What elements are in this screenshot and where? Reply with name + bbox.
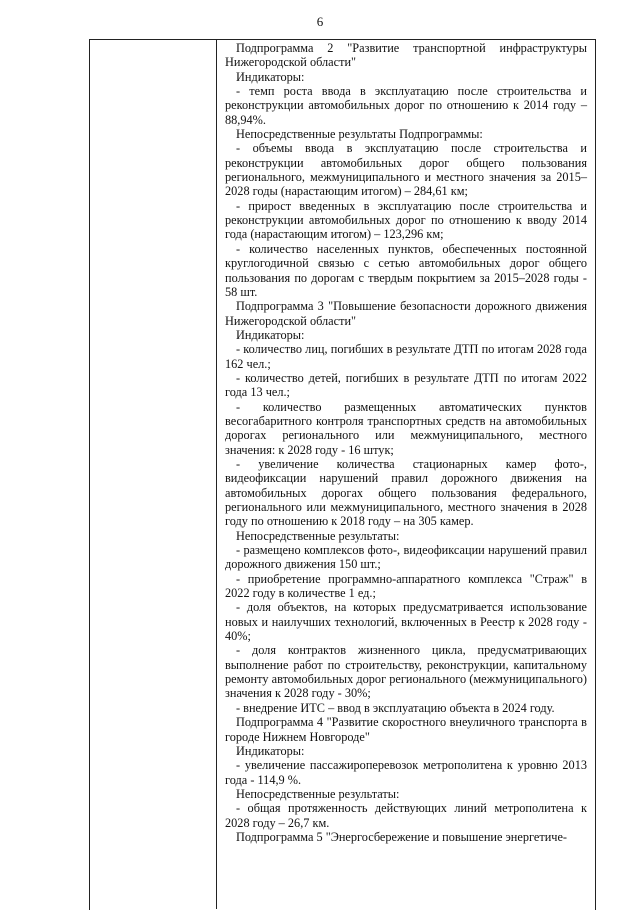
column-divider	[216, 39, 217, 909]
list-item: - темп роста ввода в эксплуатацию после строительства и реконструкции автомобильных дорог по отношению к 2014 году – 88,94%.	[225, 84, 587, 127]
list-item: - доля объектов, на которых предусматривается использование новых и наилучших технологий, включенных в Реестр к 2028 году - 40%;	[225, 600, 587, 644]
list-item: - прирост введенных в эксплуатацию после строительства и реконструкции автомобильных дорог по отношению к вводу 2014 года (нарастающим итогом) – 123,296 км;	[225, 198, 587, 242]
table-cell-content	[225, 41, 587, 844]
indicators-heading: Индикаторы:	[236, 743, 305, 758]
list-item: - общая протяженность действующих линий метрополитена к 2028 году – 26,7 км.	[225, 801, 587, 830]
list-item: - доля контрактов жизненного цикла, предусматривающих выполнение работ по строительству, реконструкции, капитальному ремонту автомобильных дорог регионального (межмуниципального) значения к 2028 году - 30%;	[225, 643, 587, 701]
results-heading: Непосредственные результаты:	[236, 786, 400, 801]
list-item: - количество лиц, погибших в результате ДТП по итогам 2028 года 162 чел.;	[225, 342, 587, 371]
list-item: - количество населенных пунктов, обеспеченных постоянной круглогодичной связью с сетью автомобильных дорог общего пользования по дорогам с твердым покрытием за 2015–2028 годы - 58 шт.	[225, 241, 587, 299]
list-item: - внедрение ИТС – ввод в эксплуатацию объекта в 2024 году.	[236, 700, 555, 715]
list-item: - размещено комплексов фото-, видеофиксации нарушений правил дорожного движения 150 шт.;	[225, 543, 587, 572]
list-item: - приобретение программно-аппаратного комплекса "Страж" в 2022 году в количестве 1 ед.;	[225, 571, 587, 601]
list-item: - объемы ввода в эксплуатацию после строительства и реконструкции автомобильных дорог общего пользования регионального, межмуниципального и местного значения за 2015–2028 годы (нарастающим итогом) – 284,61 км;	[225, 141, 587, 199]
list-item: - увеличение количества стационарных камер фото-, видеофиксации нарушений правил дорожного движения на автомобильных дорогах общего пользования федерального, регионального или межмуниципального, местного значения в 2028 году по отношению к 2018 году – на 305 камер.	[225, 456, 587, 529]
list-item: - количество детей, погибших в результате ДТП по итогам 2022 года 13 чел.;	[225, 370, 587, 400]
page-number: 6	[316, 14, 324, 29]
indicators-heading: Индикаторы:	[236, 69, 305, 84]
subprogram-5-title: Подпрограмма 5 "Энергосбережение и повышение энергетиче-	[236, 829, 568, 844]
list-item: - количество размещенных автоматических пунктов весогабаритного контроля транспортных средств на автомобильных дорогах регионального или межмуниципального, местного значения: к 2028 году - 16 штук;	[225, 399, 587, 457]
subprogram-3-title: Подпрограмма 3 "Повышение безопасности дорожного движения Нижегородской области"	[225, 299, 587, 328]
subprogram-4-title: Подпрограмма 4 "Развитие скоростного внеуличного транспорта в городе Нижнем Новгороде"	[225, 715, 587, 744]
indicators-heading: Индикаторы:	[236, 327, 305, 342]
results-heading: Непосредственные результаты Подпрограммы:	[236, 127, 483, 142]
subprogram-2-title: Подпрограмма 2 "Развитие транспортной инфраструктуры Нижегородской области"	[225, 41, 587, 70]
results-heading: Непосредственные результаты:	[236, 528, 400, 543]
list-item: - увеличение пассажироперевозок метрополитена к уровню 2013 года - 114,9 %.	[225, 758, 587, 787]
